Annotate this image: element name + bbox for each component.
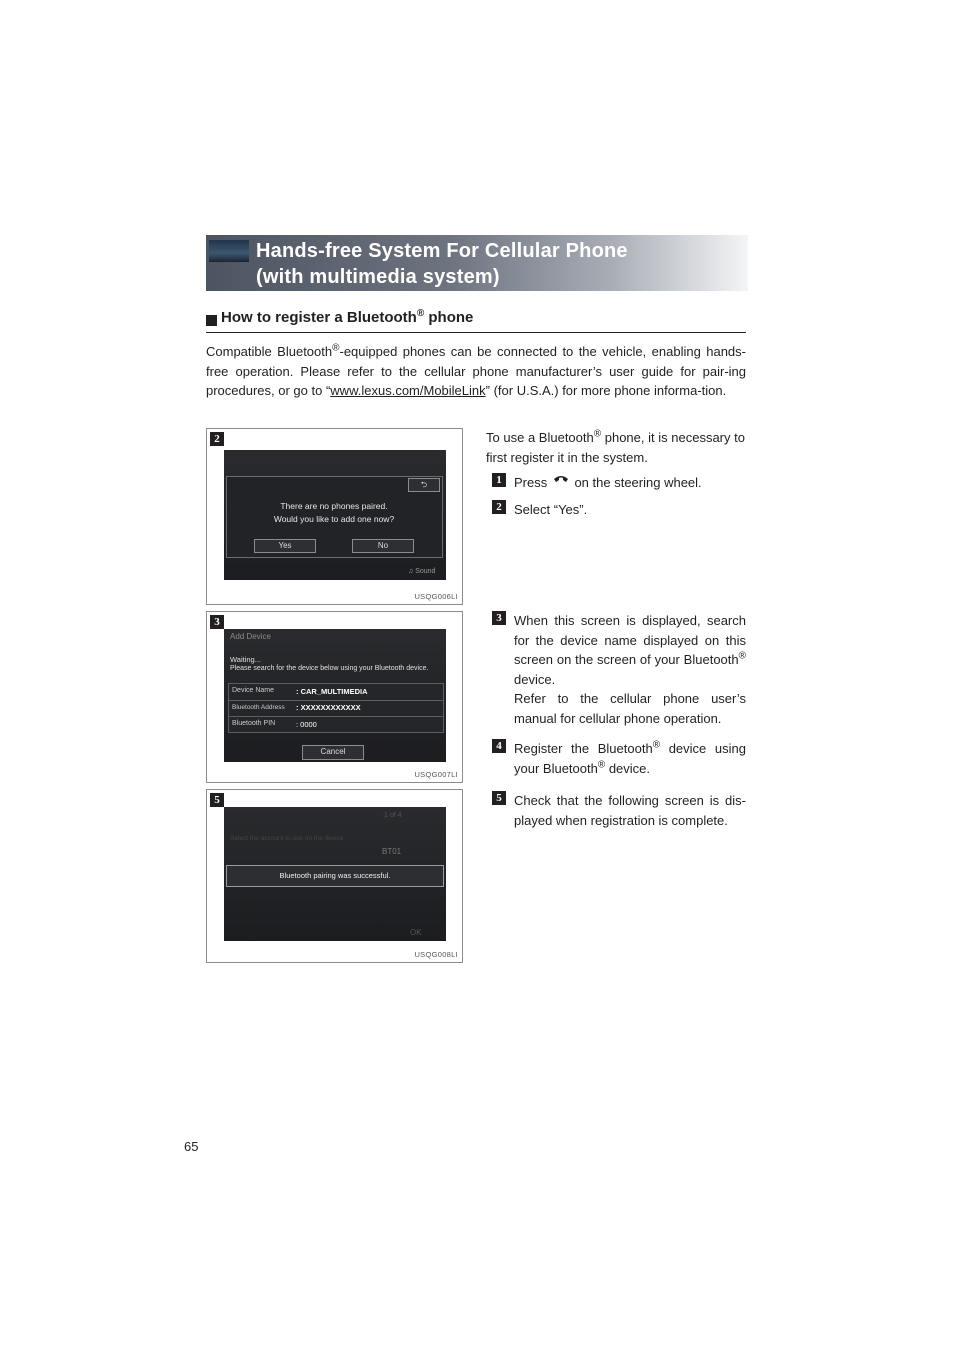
step-2-text: Select “Yes”.: [514, 502, 588, 517]
select-account-text: Select the account to use on the device.: [230, 835, 346, 842]
step-4-text: Register the Bluetooth® device using your Bluetooth® device.: [514, 739, 746, 776]
device-label: BT01: [382, 847, 402, 856]
title-line-1: Hands-free System For Cellular Phone: [256, 240, 628, 262]
step-number: 4: [492, 739, 506, 753]
step-number: 2: [492, 500, 506, 514]
phone-talk-icon: [551, 473, 571, 493]
section-heading: How to register a Bluetooth® phone: [206, 308, 746, 333]
figure-number: 5: [210, 793, 224, 807]
figure-add-device: [206, 611, 463, 783]
ok-button[interactable]: OK: [410, 928, 422, 937]
bluetooth-address-row: Bluetooth Address : XXXXXXXXXXXX: [228, 700, 444, 717]
bluetooth-pin-row: Bluetooth PIN : 0000: [228, 716, 444, 733]
figure-code: USQG007LI: [414, 770, 458, 779]
display-screen: [224, 629, 446, 762]
no-button[interactable]: No: [352, 539, 414, 553]
page-title: [256, 238, 628, 290]
display-screen: [224, 807, 446, 941]
note-icon: ♫: [408, 568, 414, 575]
success-message: Bluetooth pairing was successful.: [226, 865, 444, 887]
step-5-text: Check that the following screen is dis-played when registration is complete.: [514, 793, 746, 828]
back-arrow-icon: ⮌: [420, 480, 428, 489]
step-number: 3: [492, 611, 506, 625]
instruction-text: Please search for the device below using your Bluetooth device.: [230, 665, 429, 672]
step-number: 5: [492, 791, 506, 805]
step-1-text: Press on the steering wheel.: [514, 473, 746, 493]
figure-number: 3: [210, 615, 224, 629]
figure-pairing-successful: [206, 789, 463, 963]
page-indicator: 1 of 4: [384, 812, 402, 819]
back-button[interactable]: [408, 478, 440, 492]
figure-code: USQG006LI: [414, 592, 458, 601]
title-line-2: (with multimedia system): [256, 266, 500, 288]
step-number: 1: [492, 473, 506, 487]
figure-number: 2: [210, 432, 224, 446]
lead-paragraph: To use a Bluetooth® phone, it is necessary to first register it in the system.: [486, 428, 745, 465]
page-number: 65: [184, 1139, 199, 1154]
yes-button[interactable]: Yes: [254, 539, 316, 553]
device-name-row: Device Name : CAR_MULTIMEDIA: [228, 683, 444, 701]
step-3-text: When this screen is displayed, search for the device name displayed on this screen on the screen of your Bluetooth® device. Refer to the cellular phone user’s manual for cellular phone operation.: [514, 613, 746, 726]
sound-label: ♫ Sound: [408, 568, 436, 575]
waiting-text: Waiting...: [230, 655, 261, 664]
screen-title: Add Device: [230, 632, 271, 641]
figure-no-phones-paired: [206, 428, 463, 605]
mobilelink-url[interactable]: www.lexus.com/MobileLink: [330, 383, 486, 399]
dialog-message: There are no phones paired. Would you like to add one now?: [273, 501, 395, 524]
banner-thumbnail-image: [209, 240, 249, 262]
figure-code: USQG008LI: [414, 950, 458, 959]
intro-paragraph: Compatible Bluetooth®-equipped phones can be connected to the vehicle, enabling hands-free operation. Please refer to the cellular phone manufacturer’s user guide for pair-ing procedures, or go to “www.lexus.com/MobileLink” (for U.S.A.) for more phone informa-tion.: [206, 342, 746, 399]
bullet-square-icon: [206, 315, 217, 326]
display-screen: [224, 450, 446, 580]
cancel-button[interactable]: Cancel: [302, 745, 364, 760]
